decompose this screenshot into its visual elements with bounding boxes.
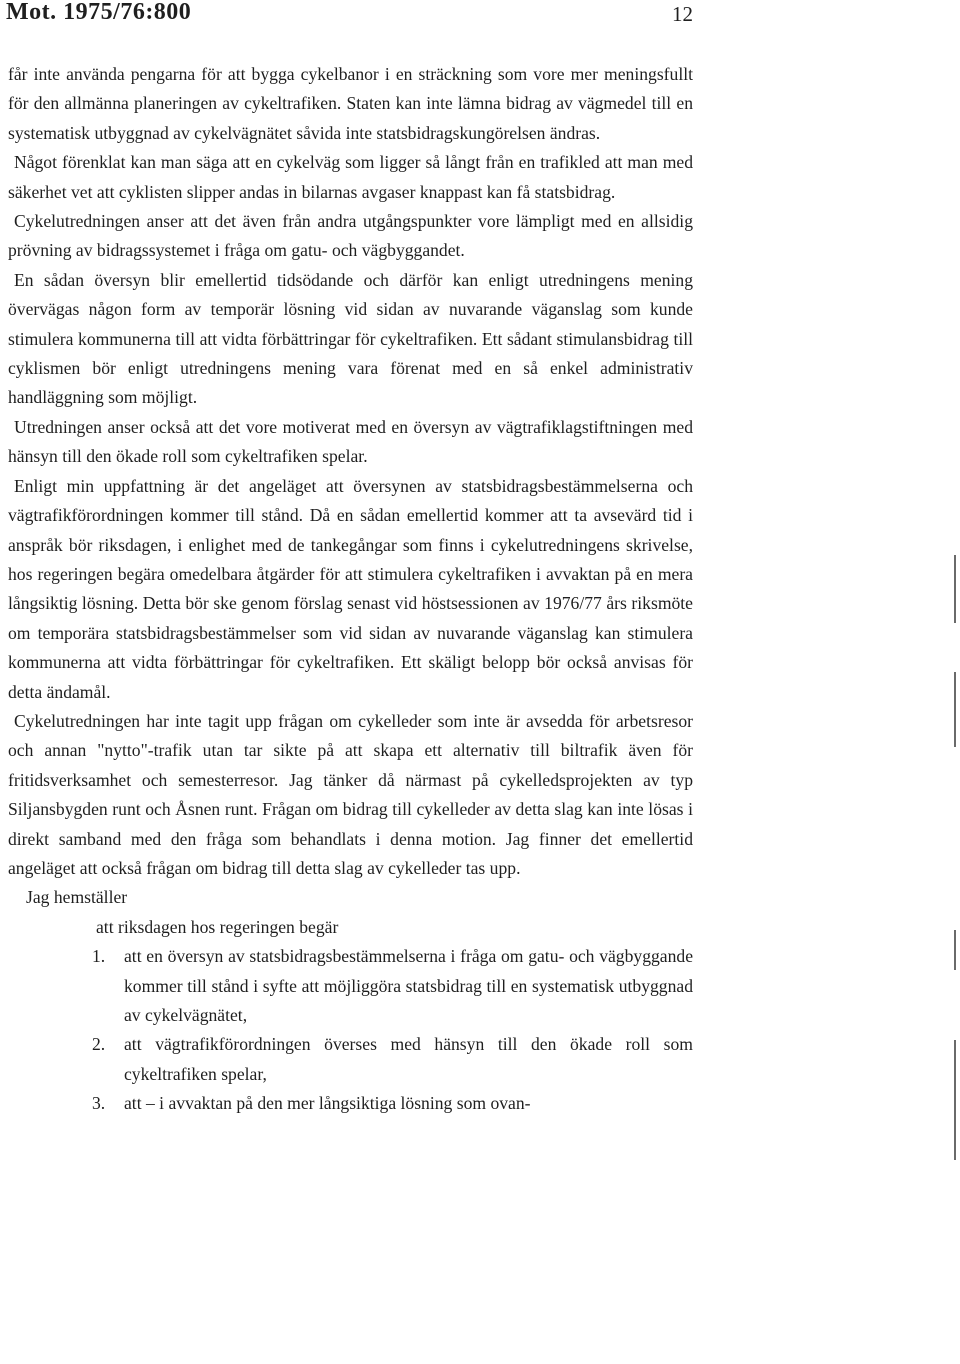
paragraph: Utredningen anser också att det vore motiverat med en översyn av vägtrafiklagstiftningen med hänsyn till den ökade roll som cykeltrafiken spelar. <box>8 416 693 467</box>
request-item-number: 1. <box>92 946 106 967</box>
request-list <box>8 942 693 1118</box>
body-text <box>8 60 693 1119</box>
document-reference: Mot. 1975/76:800 <box>6 0 192 25</box>
request-intro: Jag hemställer <box>26 887 128 908</box>
request-subheading: att riksdagen hos regeringen begär <box>96 916 339 937</box>
margin-scan-line <box>954 555 956 623</box>
page-number: 12 <box>672 2 693 26</box>
paragraph: Cykelutredningen har inte tagit upp frågan om cykelleder som inte är avsedda för arbetsresor och annan "nytto"-trafik utan tar sikte på att skapa ett alternativ till biltrafik även för fritidsverksamhet och semesterresor. Jag tänker då närmast på cykelledsprojekten av typ Siljansbygden runt och Åsnen runt. Frågan om bidrag till cykelleder av detta slag kan inte lösas i direkt samband med den fråga som behandlats i denna motion. Jag finner det emellertid angeläget att också frågan om bidrag till detta slag av cykelleder tas upp. <box>8 710 693 878</box>
request-item-number: 2. <box>92 1034 106 1055</box>
request-item-text: att en översyn av statsbidragsbestämmelserna i fråga om gatu- och vägbyggande kommer till stånd i syfte att möjliggöra statsbidrag till en systematisk utbyggnad av cykelvägnätet, <box>124 946 693 1025</box>
margin-scan-line <box>954 1040 956 1160</box>
request-item-text: att – i avvaktan på den mer långsiktiga lösning som ovan- <box>124 1093 531 1114</box>
request-item-text: att vägtrafikförordningen överses med hänsyn till den ökade roll som cykeltrafiken spelar, <box>124 1034 693 1084</box>
margin-scan-line <box>954 672 956 747</box>
request-item <box>8 1089 693 1118</box>
margin-scan-line <box>954 930 956 970</box>
request-item <box>8 1030 693 1089</box>
request-item <box>8 942 693 1030</box>
paragraph: får inte använda pengarna för att bygga cykelbanor i en sträckning som vore mer meningsfullt för den allmänna planeringen av cykeltrafiken. Staten kan inte lämna bidrag av vägmedel till en systematisk utbyggnad av cykelvägnätet såvida inte statsbidragskungörelsen ändras. <box>8 64 693 143</box>
request-item-number: 3. <box>92 1093 106 1114</box>
paragraph: En sådan översyn blir emellertid tidsödande och därför kan enligt utredningens mening övervägas någon form av temporär lösning vid sidan av nuvarande väganslag som kunde stimulera kommunerna till att vidta förbättringar för cykeltrafiken. Ett sådant stimulansbidrag till cyklismen bör enligt utredningens mening vara förenat med en så enkel administrativ handläggning som möjligt. <box>8 269 693 408</box>
paragraph: Enligt min uppfattning är det angeläget att översynen av statsbidragsbestämmelserna och vägtrafikförordningen kommer till stånd. Då en sådan emellertid kommer att ta avsevärd tid i anspråk bör riksdagen, i enlighet med de tankegångar som finns i cykelutredningens skrivelse, hos regeringen begära omedelbara åtgärder för att stimulera cykeltrafiken i avvaktan på en mera långsiktig lösning. Detta bör ske genom förslag senast vid höstsessionen av 1976/77 års riksmöte om temporära statsbidragsbestämmelser som vid sidan av nuvarande väganslag kan stimulera kommunerna att vidta förbättringar för cykeltrafiken. Ett skäligt belopp bör också anvisas för detta ändamål. <box>8 475 693 702</box>
paragraph: Något förenklat kan man säga att en cykelväg som ligger så långt från en trafikled att man med säkerhet vet att cyklisten slipper andas in bilarnas avgaser knappast kan få statsbidrag. <box>8 152 693 202</box>
paragraph: Cykelutredningen anser att det även från andra utgångspunkter vore lämpligt med en allsidig prövning av bidragssystemet i fråga om gatu- och vägbyggandet. <box>8 211 693 261</box>
